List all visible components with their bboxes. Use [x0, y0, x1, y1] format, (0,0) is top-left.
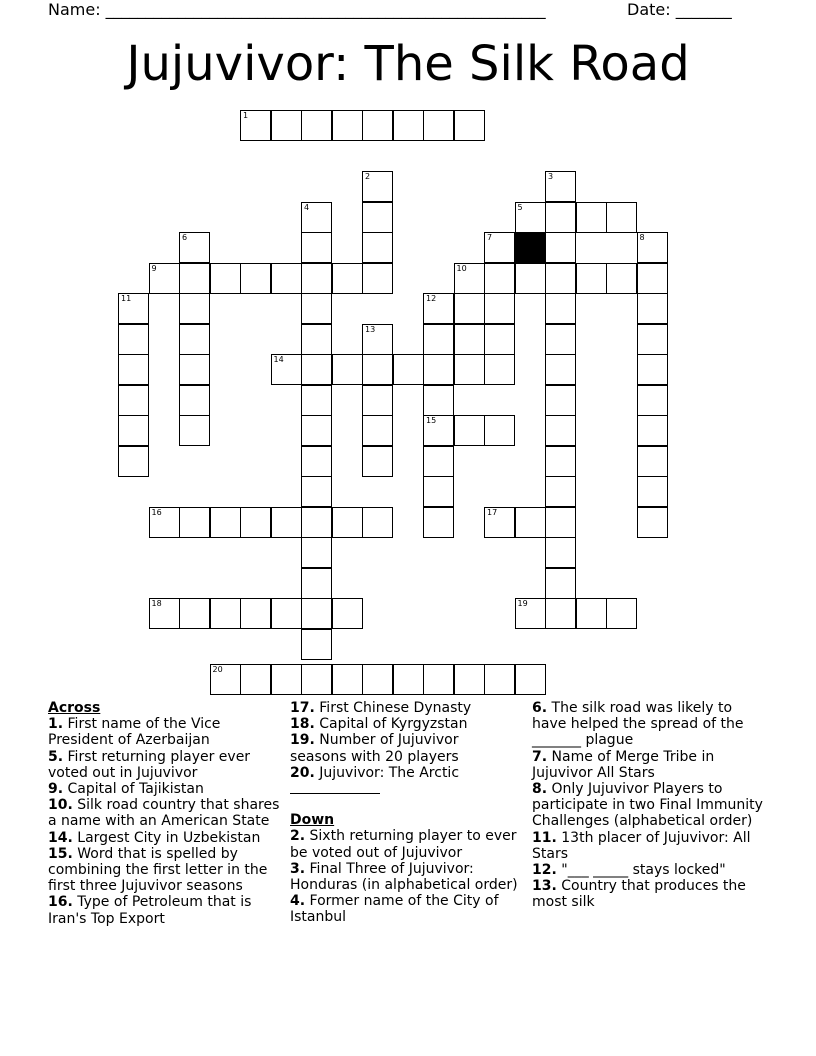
crossword-cell[interactable]	[240, 263, 271, 294]
crossword-cell[interactable]	[606, 202, 637, 233]
clue-text: Type of Petroleum that is Iran's Top Export	[48, 894, 252, 927]
crossword-cell[interactable]	[637, 476, 668, 507]
crossword-cell[interactable]	[271, 598, 302, 629]
crossword-cell[interactable]	[515, 202, 546, 233]
crossword-cell[interactable]	[179, 324, 210, 355]
crossword-cell[interactable]	[545, 232, 576, 263]
crossword-cell[interactable]	[454, 354, 485, 385]
crossword-cell[interactable]	[484, 293, 515, 324]
down-clue	[532, 700, 764, 749]
clue-number: 13.	[532, 878, 557, 895]
crossword-cell[interactable]	[637, 354, 668, 385]
clue-text: First name of the Vice President of Azerbaijan	[48, 716, 221, 749]
crossword-cell[interactable]	[545, 415, 576, 446]
crossword-cell[interactable]	[210, 598, 241, 629]
down-heading: Down	[290, 812, 335, 829]
crossword-cell[interactable]	[362, 446, 393, 477]
clue-number: 8	[639, 233, 645, 242]
clue-text: First returning player ever voted out in Jujuvivor	[48, 748, 251, 781]
across-clue	[48, 894, 284, 926]
crossword-cell[interactable]	[118, 385, 149, 416]
crossword-cell[interactable]	[179, 598, 210, 629]
clue-text: First Chinese Dynasty	[319, 700, 472, 716]
crossword-cell[interactable]	[301, 415, 332, 446]
clue-number: 11.	[532, 829, 557, 846]
across-clue	[48, 846, 284, 895]
crossword-cell[interactable]	[210, 664, 241, 695]
crossword-cell[interactable]	[118, 446, 149, 477]
clue-number: 18	[151, 599, 162, 608]
crossword-cell[interactable]	[271, 263, 302, 294]
crossword-cell[interactable]	[210, 507, 241, 538]
crossword-cell[interactable]	[545, 568, 576, 599]
crossword-cell[interactable]	[301, 110, 332, 141]
crossword-cell[interactable]	[301, 664, 332, 695]
crossword-cell[interactable]	[515, 664, 546, 695]
across-heading: Across	[48, 700, 101, 716]
crossword-cell[interactable]	[362, 263, 393, 294]
crossword-cell[interactable]	[637, 507, 668, 538]
across-clue	[290, 716, 518, 732]
across-20-answer-blank	[290, 781, 518, 798]
clue-number: 17	[487, 507, 498, 517]
crossword-cell[interactable]	[301, 568, 332, 599]
crossword-cell[interactable]	[637, 385, 668, 416]
clue-number: 13	[365, 324, 376, 334]
across-clue	[290, 732, 518, 764]
down-clue	[290, 828, 518, 860]
clue-number: 14.	[48, 829, 73, 846]
crossword-cell[interactable]	[271, 507, 302, 538]
crossword-cell[interactable]	[301, 263, 332, 294]
crossword-cell[interactable]	[332, 110, 363, 141]
clue-text: Sixth returning player to ever be voted out of Jujuvivor	[290, 828, 517, 861]
crossword-cell[interactable]	[454, 293, 485, 324]
clue-number: 11	[121, 294, 132, 303]
clue-number: 4	[304, 202, 310, 212]
crossword-cell[interactable]	[423, 476, 454, 507]
crossword-cell[interactable]	[637, 446, 668, 477]
clue-number: 6.	[532, 700, 548, 716]
crossword-cell[interactable]	[484, 263, 515, 294]
crossword-cell[interactable]	[637, 415, 668, 446]
crossword-cell[interactable]	[454, 110, 485, 141]
clue-number: 16	[151, 507, 162, 517]
crossword-cell[interactable]	[393, 110, 424, 141]
clues-column-3	[532, 700, 764, 911]
crossword-cell[interactable]	[240, 110, 271, 141]
crossword-cell[interactable]	[484, 354, 515, 385]
crossword-cell[interactable]	[362, 232, 393, 263]
clue-number: 10	[456, 263, 467, 273]
across-clue	[48, 749, 284, 781]
clue-text: The silk road was likely to have helped the spread of the _______ plague	[532, 700, 744, 749]
crossword-cell[interactable]	[301, 446, 332, 477]
clue-number: 14	[273, 355, 284, 364]
clue-number: 17.	[290, 700, 315, 716]
clue-number: 3	[548, 172, 554, 181]
crossword-cell[interactable]	[545, 476, 576, 507]
crossword-cell[interactable]	[545, 202, 576, 233]
across-clue	[48, 830, 284, 846]
down-clue	[290, 893, 518, 925]
crossword-cell[interactable]	[362, 415, 393, 446]
crossword-cell[interactable]	[301, 598, 332, 629]
crossword-cell[interactable]	[301, 537, 332, 568]
clue-number: 5.	[48, 748, 64, 765]
crossword-cell[interactable]	[545, 263, 576, 294]
crossword-cell[interactable]	[545, 293, 576, 324]
clue-number: 16.	[48, 894, 73, 911]
crossword-cell[interactable]	[240, 664, 271, 695]
clue-number: 12.	[532, 862, 557, 879]
crossword-cell[interactable]	[179, 385, 210, 416]
down-clue	[290, 861, 518, 893]
crossword-cell[interactable]	[210, 263, 241, 294]
crossword-cell[interactable]	[423, 324, 454, 355]
clue-number: 12	[426, 294, 437, 303]
down-clue	[532, 862, 764, 878]
crossword-cell[interactable]	[271, 664, 302, 695]
clue-number: 8.	[532, 781, 548, 798]
clue-number: 10.	[48, 797, 73, 814]
crossword-cell[interactable]	[362, 202, 393, 233]
clue-text: Former name of the City of Istanbul	[290, 893, 499, 926]
crossword-cell[interactable]	[423, 415, 454, 446]
crossword-cell[interactable]	[301, 202, 332, 233]
crossword-cell[interactable]	[393, 354, 424, 385]
crossword-cell[interactable]	[149, 263, 180, 294]
crossword-cell[interactable]	[332, 664, 363, 695]
crossword-cell[interactable]	[362, 354, 393, 385]
clue-number: 7	[487, 233, 493, 242]
name-field-label[interactable]: Name: _______________________________________________________	[48, 0, 546, 19]
clue-number: 2	[365, 172, 371, 181]
clue-text: Largest City in Uzbekistan	[77, 829, 261, 846]
crossword-cell[interactable]	[301, 507, 332, 538]
crossword-cell[interactable]	[423, 354, 454, 385]
crossword-cell[interactable]	[423, 664, 454, 695]
crossword-cell[interactable]	[332, 354, 363, 385]
page-title: Jujuvivor: The Silk Road	[126, 36, 690, 92]
crossword-cell[interactable]	[515, 263, 546, 294]
crossword-cell[interactable]	[423, 507, 454, 538]
clue-number: 15	[426, 416, 437, 425]
clue-number: 3.	[290, 860, 306, 877]
crossword-cell[interactable]	[179, 415, 210, 446]
crossword-cell[interactable]	[179, 263, 210, 294]
clue-number: 20.	[290, 764, 315, 781]
crossword-cell[interactable]	[301, 476, 332, 507]
crossword-cell[interactable]	[362, 324, 393, 355]
crossword-cell[interactable]	[484, 664, 515, 695]
crossword-cell[interactable]	[454, 324, 485, 355]
crossword-cell[interactable]	[362, 385, 393, 416]
crossword-cell[interactable]	[149, 598, 180, 629]
crossword-cell[interactable]	[637, 293, 668, 324]
crossword-cell[interactable]	[484, 324, 515, 355]
clue-number: 19	[517, 599, 528, 608]
crossword-cell[interactable]	[362, 171, 393, 202]
crossword-cell[interactable]	[118, 293, 149, 324]
crossword-cell[interactable]	[362, 664, 393, 695]
clue-number: 18.	[290, 716, 315, 733]
down-clue	[532, 749, 764, 781]
crossword-cell[interactable]	[545, 171, 576, 202]
clue-number: 1.	[48, 716, 64, 733]
across-clue	[48, 781, 284, 797]
crossword-cell[interactable]	[606, 598, 637, 629]
clue-text: 13th placer of Jujuvivor: All Stars	[532, 829, 751, 862]
crossword-cell[interactable]	[423, 385, 454, 416]
crossword-cell[interactable]	[301, 385, 332, 416]
crossword-cell[interactable]	[545, 324, 576, 355]
crossword-cell[interactable]	[545, 446, 576, 477]
crossword-cell[interactable]	[515, 507, 546, 538]
crossword-cell[interactable]	[301, 354, 332, 385]
crossword-cell[interactable]	[576, 202, 607, 233]
crossword-cell[interactable]	[484, 507, 515, 538]
crossword-cell[interactable]	[179, 507, 210, 538]
crossword-cell[interactable]	[179, 293, 210, 324]
clue-number: 9.	[48, 781, 64, 798]
clue-text: Name of Merge Tribe in Jujuvivor All Stars	[532, 748, 715, 781]
crossword-cell[interactable]	[545, 507, 576, 538]
crossword-cell[interactable]	[423, 446, 454, 477]
crossword-cell[interactable]	[637, 232, 668, 263]
crossword-cell[interactable]	[240, 507, 271, 538]
down-clue	[532, 878, 764, 910]
crossword-cell[interactable]	[118, 415, 149, 446]
crossword-cell[interactable]	[454, 664, 485, 695]
across-clue	[48, 716, 284, 748]
crossword-cell[interactable]	[454, 415, 485, 446]
across-clue	[290, 765, 518, 781]
crossword-cell[interactable]	[545, 537, 576, 568]
crossword-cell[interactable]	[301, 232, 332, 263]
clue-number: 2.	[290, 828, 306, 845]
black-square	[515, 232, 546, 263]
crossword-cell[interactable]	[484, 232, 515, 263]
clue-number: 15.	[48, 845, 73, 862]
clue-text: Capital of Tajikistan	[67, 781, 204, 798]
crossword-cell[interactable]	[515, 598, 546, 629]
crossword-cell[interactable]	[576, 263, 607, 294]
crossword-cell[interactable]	[637, 324, 668, 355]
crossword-cell[interactable]	[545, 385, 576, 416]
crossword-cell[interactable]	[332, 598, 363, 629]
across-clue	[290, 700, 518, 716]
crossword-cell[interactable]	[545, 354, 576, 385]
clue-text: "___ _____ stays locked"	[561, 862, 726, 879]
clue-text: Final Three of Jujuvivor: Honduras (in alphabetical order)	[290, 860, 518, 894]
clue-text: Country that produces the most silk	[532, 878, 746, 911]
crossword-cell[interactable]	[423, 110, 454, 141]
clues-column-1	[48, 700, 284, 927]
clues-column-2	[290, 700, 518, 926]
crossword-cell[interactable]	[301, 293, 332, 324]
down-clue	[532, 830, 764, 862]
clue-number: 7.	[532, 748, 548, 765]
clue-number: 4.	[290, 893, 306, 910]
date-field-label[interactable]: Date: _______	[627, 0, 732, 19]
crossword-cell[interactable]	[271, 354, 302, 385]
crossword-cell[interactable]	[301, 629, 332, 660]
clue-number: 20	[212, 665, 223, 674]
clue-text: Word that is spelled by combining the first letter in the first three Jujuvivor seasons	[48, 845, 268, 895]
crossword-cell[interactable]	[484, 415, 515, 446]
clue-number: 19.	[290, 732, 315, 749]
crossword-cell[interactable]	[606, 263, 637, 294]
clue-number: 5	[517, 202, 523, 212]
crossword-cell[interactable]	[362, 507, 393, 538]
crossword-cell[interactable]	[423, 293, 454, 324]
crossword-cell[interactable]	[179, 232, 210, 263]
crossword-cell[interactable]	[149, 507, 180, 538]
crossword-cell[interactable]	[118, 324, 149, 355]
down-clue	[532, 781, 764, 830]
clue-number: 9	[151, 263, 157, 273]
crossword-cell[interactable]	[332, 507, 363, 538]
across-clue	[48, 797, 284, 829]
clue-number: 1	[243, 111, 249, 120]
crossword-cell[interactable]	[118, 354, 149, 385]
crossword-cell[interactable]	[179, 354, 210, 385]
crossword-cell[interactable]	[332, 263, 363, 294]
crossword-cell[interactable]	[637, 263, 668, 294]
crossword-cell[interactable]	[301, 324, 332, 355]
crossword-cell[interactable]	[576, 598, 607, 629]
crossword-cell[interactable]	[393, 664, 424, 695]
crossword-cell[interactable]	[454, 263, 485, 294]
clue-text: Jujuvivor: The Arctic	[319, 764, 460, 781]
crossword-cell[interactable]	[362, 110, 393, 141]
crossword-cell[interactable]	[271, 110, 302, 141]
clue-text: Capital of Kyrgyzstan	[319, 716, 468, 733]
clue-text: Only Jujuvivor Players to participate in two Final Immunity Challenges (alphabetical order)	[532, 781, 763, 830]
clue-text: Silk road country that shares a name with an American State	[48, 797, 280, 830]
clue-text: Number of Jujuvivor seasons with 20 players	[290, 732, 459, 765]
clue-number: 6	[182, 233, 188, 242]
crossword-cell[interactable]	[545, 598, 576, 629]
crossword-cell[interactable]	[240, 598, 271, 629]
